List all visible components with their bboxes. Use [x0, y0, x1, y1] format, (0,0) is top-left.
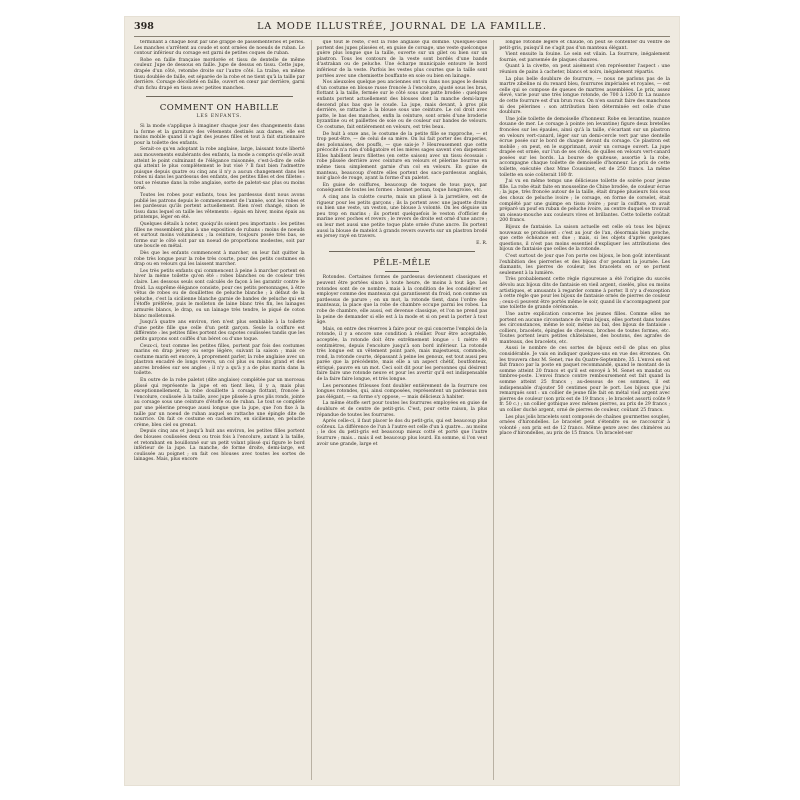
paragraph: Mais, on entre des réserves à faire pour ce qui concerne l'emploi de la rotonde, il y a encore une condition à résilier. Pour être acceptable, acceptée, la rotonde doit être extrêmement longue : 1 mètre 40 centimètres, depuis l'encolure jusqu'à son bord inférieur. La rotonde très longue est un vêtement point paré, mais majestueux, commode, rond, la rotonde courte, dépassant à peine les genoux, est tout aussi peu parée que la précédente, mais elle a un aspect chétif, boutfonteux, étriqué, pauvre en un mot. Ceci soit dit pour les personnes qui désirent faire faire une rotonde neuve et pour les avertir qu'il est indispensable de la faire faire longue, et très longue.: [316, 326, 488, 383]
newspaper-page: [124, 16, 680, 786]
section-rule: [146, 96, 293, 97]
paragraph: Quelques détails à noter, quoiqu'ils soient peu importants : les petites filles ne ressemblent plus à une exposition de rubans : moins de noeuds et surtout moins volumineux ; la ceinture, toujours posée très bas, se forme sur le côté soit par un noeud de proportions modestes, soit par une boucle en métal.: [134, 222, 305, 250]
paragraph: A cinq ans la culotte courte, mais un plissé à la jarretière, est de rigueur pour les petits garçons ; ils la portent avec une jaquette droite ou bien une veste, un veston, une blouse à volonté. On les déguise un peu trop en marins ; ils portent quelquefois le veston d'officier de marine avec poches et revers ; le revers de droite est orné d'une ancre ; on leur met aussi une petite toque plate ornée d'une ancre. Ils portent aussi la blouse de matelot à grands revers ouverts sur un plastron brodé en jersey rayé en travers.: [316, 195, 488, 240]
column-1: [134, 40, 305, 780]
paragraph: Ceux-ci, tout comme les petites filles, portent par fois des costumes marins en drap jersey ou serge légère, suivant la saison ; mais ce costume marin est encore, à proprement parler, la robe anglaise avec un plastron encadré de longs revers, un col plus ou moins grand et des ancres brodées sur ses angles ; il n'y a qu'à y a de plus marin dans la toilette.: [134, 343, 305, 377]
paragraph: Une jolie toilette de demoiselle d'honneur. Robe en levantine, nuance douane de mer. Le corsage à pointe (en levantine) figure deux bretelles froncées sur les épaules, ainsi qu'à la taille, s'écartant sur un plastron en velours vert-canard, léger sur un demi-cercle vert par une dentelle écrue posée sur le bord de chaque devant du corsage. Ce plastron est mobile ; on peut, en le supprimant, avoir un corsage ouvert. La jupe drapée est ornée, sur l'un de ses côtés, de quilles en velours vert-canard posées sur les bords. La bourse de quiteuse, assortie à la robe, accompagne chaque toilette de demoiselle d'honneur. Le prix de cette toilette, exécutée chez Mme Coussinet, est de 250 francs. La même toilette en soie coûterait 180 fr.: [499, 116, 671, 178]
paragraph: Dès que les enfants commencent à marcher, on leur fait quitter la robe très longue pour la robe très courte, pour des petits costumes en drap ou en velours qui les laissent marcher.: [134, 251, 305, 268]
paragraph: terminant à chaque bout par une grappe de passementeries et perles. Les manches s'arrêtent au coude et sont ornées de noeuds de ruban. Le contour inférieur du corsage est garni de petites coques de ruban.: [134, 40, 305, 57]
paragraph: Bijoux de fantaisie. La saison actuelle est celle où tous les bijoux nouveaux se produisent : c'est au jour de l'an, désormais bien proche, que cette échéance est due ; mais, si les objets d'après quelques questions, il n'est pas moins essentiel d'expliquer les attributions des bijoux de fantaisie que celles de la rotonde.: [499, 225, 671, 253]
pele-mele-body: [317, 275, 488, 447]
paragraph: La même étoffe sert pour toutes les fourrures employées en guise de doublure et de centre de petit-gris. C'est, pour cette raison, la plus répandue de toutes les fourrures.: [316, 401, 488, 418]
section-title-pele-mele: PÊLE-MÊLE: [373, 258, 431, 269]
section-body: [134, 124, 305, 463]
paragraph: Vient ensuite la fouine. Le sein est vilain. La fourrure, inégalement fournie, est parsemée de plaques chauves.: [499, 52, 671, 63]
paragraph: La plus belle doublure de fourrure, — nous ne parlons pas de la martre zibeline ni du renard bleu, fourrures impériales et royales, — est celle qui se compose de queues de martres assemblées. Le prix, assez élevé, varie pour une très longue rotonde, de 700 à 1200 fr. La nuance de cette fourrure est d'un brun roux. On n'en saurait faire des manchons ni des pèlerines : son attribution bien déterminée est celle d'une doublure.: [499, 76, 671, 116]
page-number: 398: [134, 21, 154, 32]
paragraph: Nos aïeuxoles quelque peu anciennes ont vu dans nos pages le dessin d'un costume en blouse russe froncée à l'encolure, ajusté sous les bras, flottant à la taille, fermée sur le côté sous une patte brodée : quelques enfants portent actuellement des blouses dont la manche demi-large descend plus bas que le coude. La jupe, mais devant, à gros plis derrière, se rattache à la blouse sous une ceinture. Le col droit avec patte, le bas des manches, enfin la ceinture, sont ornés d'une broderie byzantine ou et paillettes de soie ou de couleur sur bandes de velours. Ce costume, fait entièrement en velours, est très beau.: [316, 80, 488, 130]
column-3-paragraphs: [499, 40, 670, 437]
page-header: [134, 20, 670, 37]
column-2-paragraphs: [317, 40, 488, 240]
section-title-comment-on-habille: COMMENT ON HABILLE: [159, 103, 279, 114]
paragraph: Quant à la civette, on peut aisément s'en représenter l'aspect : une réunion de pains à cacheter, blancs et noirs, inégalement répartis.: [499, 64, 671, 75]
text-columns: [134, 40, 670, 780]
paragraph: Aussi le nombre de ces sortes de bijoux est-il de plus en plus considérable. Je vais en indiquer quelques-uns en vue des étrennes. On les trouvera chez M. Senet, rue du Quatre-Septembre, 35. L'envoi en est fait franco par la poste en paquet recommandé, quand le montant de la somme atteint 20 francs et qu'il est envoyé à M. Senet en mandat ou timbres-poste. L'envoi franco contre remboursement est fait quand la somme atteint 25 francs ; au-dessous de ces sommes, il est indispensable d'ajouter 50 centimes pour le port. Les bijoux que j'ai remarqués sont : un collier de jeune fille fait en métal vieil argent avec pierres de couleur (son prix est de 19 francs ; le bracelet assorti coûte 9 fr. 50 c.) ; un collier gothique avec mêmes pierres, au prix de 29 francs ; un collier duché argent, orné de pierres de couleur, coûtant 25 francs.: [499, 346, 671, 413]
section-subtitle-les-enfants: LES ENFANTS.: [196, 114, 243, 120]
paragraph: Très probablement cette règle rigoureuse a été l'origine du succès dévolu aux bijoux dits de fantaisie en vieil argent, ciselés, plus ou moins artistiques, et amusants à regarder comme à porter. Il n'y a d'exception à cette règle que pour les bijoux de fantaisie ornés de pierres de couleur ; ceux-ci peuvent être portés même le soir, quand ils s'accompagnent par une toilette de grande cérémonie.: [499, 277, 671, 311]
paragraph: Les plus jolis bracelets sont composés de chaînes gourmettes souples, ornées d'hirondelles. Le bracelet peut s'étendre ou se raccourcir à volonté ; son prix est de 12 francs. Même genre avec des chimères au place d'hirondelles, au prix de 15 francs. Un bracelet-ser: [499, 414, 671, 437]
intro-paragraphs: [134, 40, 305, 91]
article-signature: E. R.: [476, 240, 488, 246]
paragraph: De huit à onze ans, le costume de la petite fille se rapproche, — et trop peut-être, — de celui de sa mère. On lui fait porter des draperies, des polonaises, des pouffs, — que sais-je ? Heureusement que cette précocité n'a rien d'obligatoire et les mères sages savent s'en dispenser. Elles habillent leurs fillettes (en cette saison) avec un tissu écossais : robe plissée derrière avec ceinture en velours et pèlerine bourrue en même tissu simplement garnie d'un col en velours. En guise de manteau, beaucoup d'entre elles portent des sacs-pardessus anglais, noir glacé de rouge, ayant la forme d'un paletot.: [316, 131, 488, 182]
column-3: [493, 40, 670, 780]
column-2: [311, 40, 488, 780]
section-rule: [329, 251, 476, 252]
paragraph: En outre de la robe paletot (dite anglaise) complétée par un morceau plissé qui représente la jupe et en tient lieu, il y a, mais plus exceptionnellement, la robe douillette à corsage flottant, froncée à l'encolure, coulissée à la taille, avec jupe plissée à gros plis ronds, jointe au corsage sous une ceinture d'étoffe ou de ruban. Le tout se complète par une pèlerine presque aussi longue que la jupe, que l'on fixe à la taille par un noeud de ruban auquel se rattache une épingle dite de nourrice. On fait ce costume en cachemire, en sicilienne, en peluche crème, bleu ciel ou grenat.: [134, 378, 305, 428]
paragraph: que tout le reste, c'est la robe anglaise qui domine. Quelques-unes portent des jupes plissées et, en guise de corsage, une veste quelconque guère plus longue que la taille, ouverte sur un gilet ou bien sur un plastron. Tous les contours de la veste sont bordés d'une bande d'astrakan ou de peluche. Une écharpe municipale entoure le bord inférieur de la veste. Parfois les vestes plus courtes que la taille sont portées avec une chemisette bouffante en soie ou bien en lainage.: [316, 40, 488, 79]
paragraph: Robe en faille française mordorée et tissu de dentelle de même couleur. Jupe de dessous en faille. Jupe de dessus en tissu. Cette jupe, drapée d'un côté, retombe droite sur l'autre côté. La traîne, en même tissu doublée de faille, est séparée de la robe et ne tient qu'à la taille par derrière. Corsage décolleté en faille, ouvert en cœur par derrière, garni d'un fichu drapé en tissu avec petites manches.: [134, 57, 305, 91]
paragraph: Les personnes frileuses font doubler entièrement de la fourrure ces longues rotondes, qui, ainsi composées, représentent un pardessus non pas élégant, — sa forme s'y oppose, — mais délicieux à habiter.: [316, 383, 488, 400]
paragraph: C'est surtout de jour que l'on porte ces bijoux, le bon goût interdisant l'exhibition des pierreries et des bijoux d'or pendant la journée. Les diamants, les pierres de couleur, les bracelets en or se portent seulement à la lumière.: [499, 253, 671, 276]
paragraph: Si la mode s'applique à imaginer chaque jour des changements dans la forme et la garniture des vêtements destinés aux dames, elle est moins mobile quand il s'agit des jeunes filles et tout à fait stationnaire pour la toilette des enfants.: [134, 123, 305, 146]
paragraph: longue rotonde légère et chaude, on peut se contenter du ventre de petit-gris, puisqu'il ne s'agit pas d'un manteau élégant.: [499, 40, 671, 51]
paragraph: Jusqu'à quatre ans environ, rien n'est plus semblable à la toilette d'une petite fille que celle d'un petit garçon. Seule la coiffure est différente : les petites filles portent des capotes coulissées tandis que les petits garçons sont coiffés d'un béret ou d'une toque.: [134, 320, 305, 342]
paragraph: Une autre explication concerne les jeunes filles. Comme elles ne portent en aucune circonstance de vrais bijoux, elles portent dans toutes les circonstances, même le soir, même au bal, des bijoux de fantaisie : colliers, bracelets, épingles de cheveux, broches de toutes formes, etc. Toutes portent leurs petites châtelaines, des boutons, des agrafes de manteaux, des bracelets, etc.: [499, 311, 671, 345]
paragraph: En guise de coiffures, beaucoup de toques de tous pays, par conséquent de toutes les formes : bonnet persan, toque hongroise, etc.: [316, 182, 488, 194]
journal-title: LA MODE ILLUSTRÉE, JOURNAL DE LA FAMILLE.: [257, 21, 547, 32]
paragraph: Depuis cinq ans et jusqu'à huit ans environ, les petites filles portent des blouses coulissées deux ou trois fois à l'encolure, autant à la taille, et retombant en bouillonné sur un petit volant plissé qui figure le bord inférieur de la jupe. La manche, de forme droite, demi-large, est coulissée au poignet ; on fait ces blouses avec toutes les sortes de lainages. Mais, plus encore: [134, 429, 305, 463]
title-underline: [385, 271, 419, 272]
paragraph: Serait-ce qu'en adoptant la robe anglaise, large, laissant toute liberté aux mouvements exubérants des enfants, la mode a compris qu'elle avait atteint le point culminant de l'élégance raisonnée, c'est-à-dire de celle qui atteint le plus complètement le but visé ? Il faut bien l'admettre puisque depuis quatre ou cinq ans il n'y a aucun changement dans les robes ni dans les pardessus des enfants, des petites filles et des filletes : tout se résume dans la robe anglaise, sorte de paletot-sac plus ou moins orné.: [134, 147, 305, 192]
paragraph: Toutes les robes pour enfants, tous les pardessus dont nous avons publié les patrons depuis le commencement de l'année, sont les robes et les pardessus qu'ils portent actuellement. Rien n'est changé, sinon le tissu dans lequel on taille les vêtements : épais en hiver, moins épais au printemps, léger en été.: [134, 193, 305, 221]
paragraph: Rotondes. Certaines formes de pardessus deviennent classiques et peuvent être portées sinon à toute heure, de moins à tout âge. Les rotondes sont de ce nombre, mais à la condition de les considérer et employer comme des manteaux qui garantissent du froid, non comme un pardessus de parure ; en un mot, la rotonde tient, dans l'ordre des manteaux, la place que la robe de chambre occupe parmi les robes. La robe de chambre, elle aussi, est devenue classique, et l'on ne prend pas la peine de demander si elle est à la mode et si on peut la porter à tout âge.: [316, 275, 488, 326]
paragraph: J'ai vu en même temps une délicieuse toilette de soirée pour jeune fille. La robe était faite en mousseline de Chine brodée, de couleur écrue ; la jupe, très froncée autour de la taille, était drapée plusieurs fois sous des choux de peluche ivoire ; le corsage, en forme de corselet, était complété par une guimpe en tissu ivoire ; pour la coiffure, on avait préparé un pouf en ruban de peluche ivoire, au centre duquel se trouvait un oiseau-mouche aux couleurs vives et brillantes. Cette toilette coûtait 200 francs.: [499, 179, 671, 224]
paragraph: Après celle-ci, il faut placer le dos du petit-gris, qui est beaucoup plus coûteux. La différence de l'un à l'autre est celle d'un à quatre... au moins ; le dos du petit-gris est beaucoup mieux cotté et porté que l'autre fourrure ; mais... mais il est beaucoup plus lourd. En somme, si l'on veut avoir une grande, large et: [316, 419, 488, 447]
paragraph: Les très petits enfants qui commencent à peine à marcher portent en hiver la même toilette qu'en été : robes blanches ou de couleur très claire. Les dessous seuls sont calculés de façon à les garantir contre le froid. La suprême élégance consiste, pour ces petits personnages, à être vêtus de robes ou de douillettes de peluche blanche ; à défaut de la peluche, c'est la sicilienne blanche garnie de bandes de peluche qui est l'étoffe préférée, puis le molleton de laine blanc très fin, les lainages armurés blancs, le drap, ou un lainage très tendre, le piqué de coton blanc molletonné.: [134, 268, 305, 319]
